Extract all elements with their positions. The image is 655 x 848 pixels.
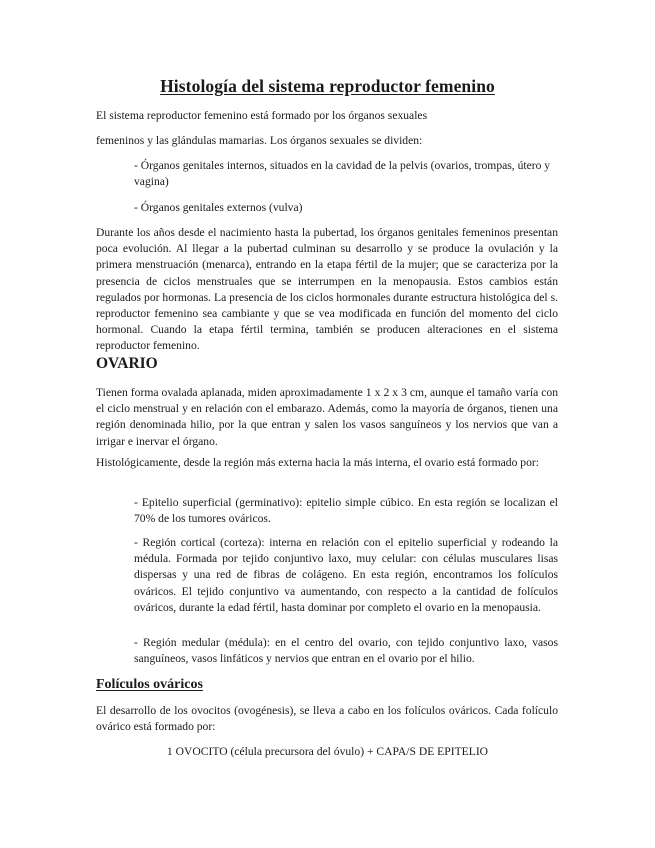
list-item-region-medular: - Región medular (médula): en el centro del ovario, con tejido conjuntivo laxo, vasos sanguíneos, vasos linfáticos y nervios que entran en el ovario por el hilio.: [134, 636, 558, 666]
intro-line-2: femeninos y las glándulas mamarias. Los órganos sexuales se dividen:: [96, 134, 423, 147]
paragraph-forma-ovario: Tienen forma ovalada aplanada, miden aproximadamente 1 x 2 x 3 cm, aunque el tamaño varía con el ciclo menstrual y en relación con el embarazo. Además, como la mayoría de órganos, tienen una región denominada hilio, por la que entran y salen los vasos sanguíneos y los nervios que van a irrigar e inervar el órgano.: [96, 386, 558, 448]
intro-line-1: El sistema reproductor femenino está formado por los órganos sexuales: [96, 109, 428, 122]
document-title: Histología del sistema reproductor femenino: [160, 76, 495, 96]
list-item-organos-internos: - Órganos genitales internos, situados en la cavidad de la pelvis (ovarios, trompas, útero y vagina): [134, 159, 551, 189]
list-item-epitelio-superficial: - Epitelio superficial (germinativo): epitelio simple cúbico. En esta región se localizan el 70% de los tumores ováricos.: [134, 496, 558, 526]
list-item-region-cortical: - Región cortical (corteza): interna en relación con el epitelio superficial y rodeando la médula. Formada por tejido conjuntivo laxo, muy celular: con células musculares lisas dispersas y una red de fibras de colágeno. En esta región, encontramos los folículos ováricos. El tejido conjuntivo va aumentando, con respecto a la cantidad de folículos ováricos, durante la edad fértil, hasta dominar por completo el ovario en la menopausia.: [134, 536, 558, 614]
paragraph-histologicamente: Histológicamente, desde la región más externa hacia la más interna, el ovario está formado por:: [96, 456, 539, 469]
list-item-organos-externos: - Órganos genitales externos (vulva): [134, 201, 303, 214]
section-heading-ovario: OVARIO: [96, 355, 158, 372]
paragraph-foliculos: El desarrollo de los ovocitos (ovogénesis), se lleva a cabo en los folículos ováricos. Cada folículo ovárico está formado por:: [96, 704, 558, 734]
section-heading-foliculos: Folículos ováricos: [96, 677, 203, 692]
formula-foliculo: 1 OVOCITO (célula precursora del óvulo) + CAPA/S DE EPITELIO: [166, 745, 489, 758]
paragraph-desarrollo: Durante los años desde el nacimiento hasta la pubertad, los órganos genitales femeninos presentan poca evolución. Al llegar a la pubertad culminan su desarrollo y se produce la ovulación y la primera menstruación (menarca), entrando en la etapa fértil de la mujer; que se caracteriza por la presencia de ciclos menstruales que se interrumpen en la menopausia. Estos cambios están regulados por hormonas. La presencia de los ciclos hormonales durante estructura histológica del s. reproductor femenino sea cambiante y que se vea modificada en función del momento del ciclo hormonal. Cuando la etapa fértil termina, también se producen alteraciones en el sistema reproductor femenino.: [96, 226, 558, 353]
